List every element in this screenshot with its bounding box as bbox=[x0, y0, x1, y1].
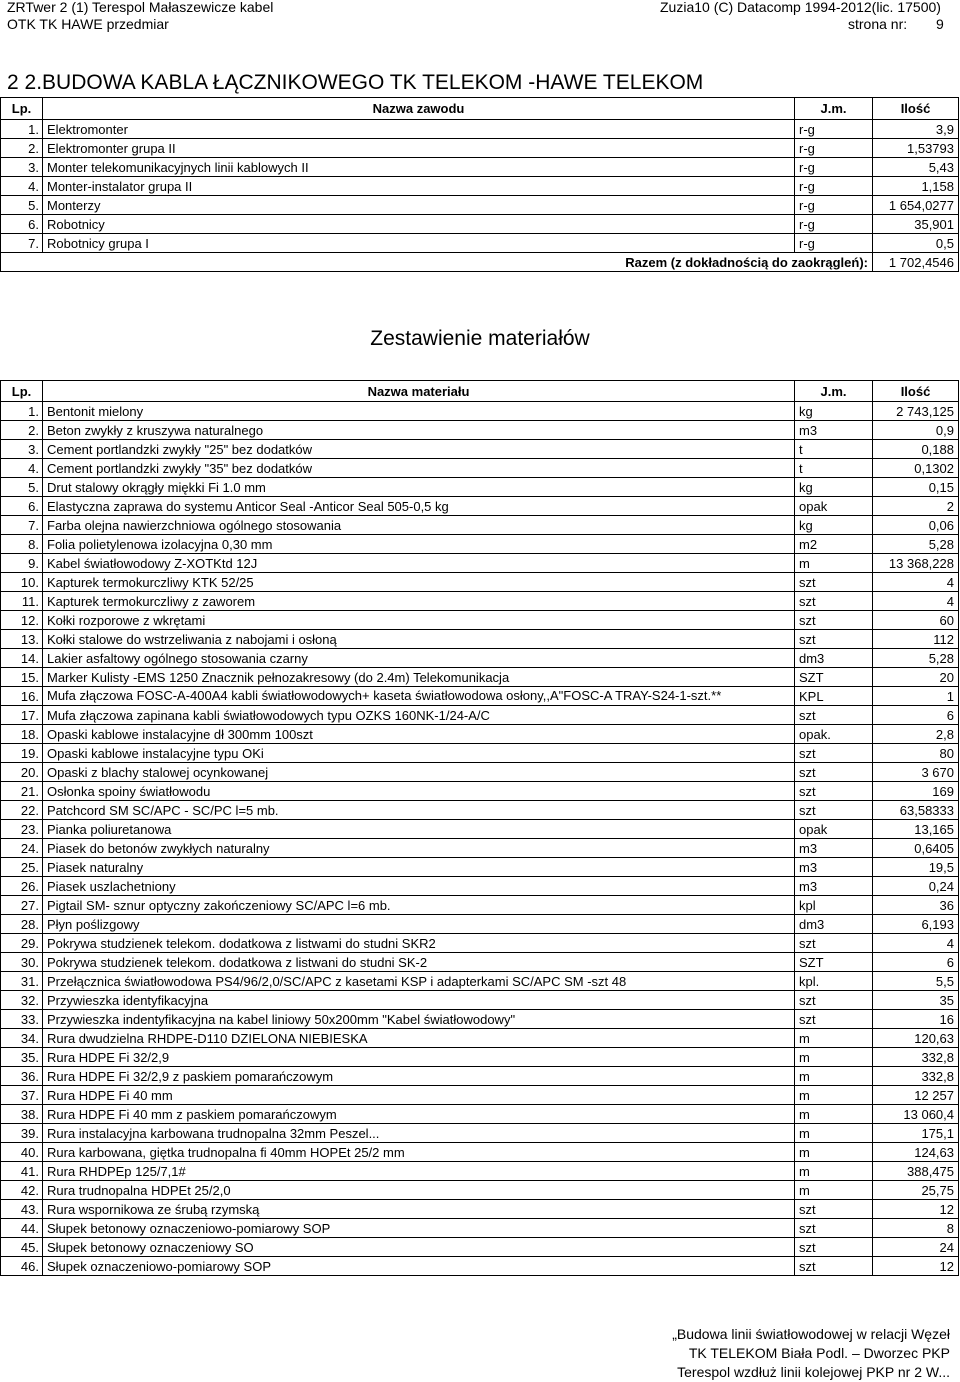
materials-table-header bbox=[1, 381, 959, 402]
table-row bbox=[1, 934, 959, 953]
row-number: 45. bbox=[1, 1238, 43, 1257]
table-row bbox=[1, 1086, 959, 1105]
row-name: Słupek oznaczeniowo-pomiarowy SOP bbox=[43, 1257, 795, 1276]
row-number: 1. bbox=[1, 120, 43, 139]
row-name: Kapturek termokurczliwy KTK 52/25 bbox=[43, 573, 795, 592]
row-name: Kabel światłowodowy Z-XOTKtd 12J bbox=[43, 554, 795, 573]
row-number: 9. bbox=[1, 554, 43, 573]
header-software: Zuzia10 (C) Datacomp 1994-2012(lic. 17500) bbox=[660, 0, 941, 15]
row-quantity: 0,188 bbox=[873, 440, 959, 459]
row-number: 46. bbox=[1, 1257, 43, 1276]
work-table bbox=[0, 97, 959, 272]
table-row bbox=[1, 611, 959, 630]
row-name: Beton zwykły z kruszywa naturalnego bbox=[43, 421, 795, 440]
row-quantity: 13 060,4 bbox=[873, 1105, 959, 1124]
row-unit: opak bbox=[795, 497, 873, 516]
row-name: Rura HDPE Fi 32/2,9 bbox=[43, 1048, 795, 1067]
table-row bbox=[1, 421, 959, 440]
row-unit: SZT bbox=[795, 668, 873, 687]
column-header: Lp. bbox=[1, 381, 43, 402]
row-unit: r-g bbox=[795, 215, 873, 234]
row-quantity: 0,24 bbox=[873, 877, 959, 896]
row-number: 40. bbox=[1, 1143, 43, 1162]
row-quantity: 175,1 bbox=[873, 1124, 959, 1143]
row-unit: m3 bbox=[795, 421, 873, 440]
row-number: 18. bbox=[1, 725, 43, 744]
row-unit: m3 bbox=[795, 839, 873, 858]
row-quantity: 20 bbox=[873, 668, 959, 687]
row-name: Drut stalowy okrągły miękki Fi 1.0 mm bbox=[43, 478, 795, 497]
column-header: Ilość bbox=[873, 98, 959, 120]
row-unit: r-g bbox=[795, 234, 873, 253]
row-name: Bentonit mielony bbox=[43, 402, 795, 421]
row-number: 7. bbox=[1, 516, 43, 535]
row-name: Monter-instalator grupa II bbox=[43, 177, 795, 196]
row-number: 35. bbox=[1, 1048, 43, 1067]
table-row bbox=[1, 196, 959, 215]
row-name: Przełącznica światłowodowa PS4/96/2,0/SC/APC z kasetami KSP i adapterkami SC/APC SM -szt 48 bbox=[43, 972, 795, 991]
row-number: 43. bbox=[1, 1200, 43, 1219]
row-unit: SZT bbox=[795, 953, 873, 972]
table-row bbox=[1, 158, 959, 177]
row-number: 28. bbox=[1, 915, 43, 934]
row-unit: m3 bbox=[795, 877, 873, 896]
row-unit: szt bbox=[795, 630, 873, 649]
row-quantity: 0,1302 bbox=[873, 459, 959, 478]
table-row bbox=[1, 1181, 959, 1200]
table-row bbox=[1, 953, 959, 972]
row-quantity: 6,193 bbox=[873, 915, 959, 934]
table-row bbox=[1, 706, 959, 725]
row-unit: szt bbox=[795, 1219, 873, 1238]
row-number: 2. bbox=[1, 139, 43, 158]
row-quantity: 1,53793 bbox=[873, 139, 959, 158]
row-unit: KPL bbox=[795, 687, 873, 706]
table-row bbox=[1, 592, 959, 611]
row-name: Monterzy bbox=[43, 196, 795, 215]
table-row bbox=[1, 877, 959, 896]
row-name: Pokrywa studzienek telekom. dodatkowa z listwami do studni SKR2 bbox=[43, 934, 795, 953]
row-unit: r-g bbox=[795, 139, 873, 158]
row-unit: kg bbox=[795, 516, 873, 535]
row-number: 38. bbox=[1, 1105, 43, 1124]
row-name: Pigtail SM- sznur optyczny zakończeniowy SC/APC l=6 mb. bbox=[43, 896, 795, 915]
row-quantity: 8 bbox=[873, 1219, 959, 1238]
row-name: Przywieszka identyfikacyjna bbox=[43, 991, 795, 1010]
row-name: Patchcord SM SC/APC - SC/PC l=5 mb. bbox=[43, 801, 795, 820]
table-row bbox=[1, 763, 959, 782]
table-row bbox=[1, 497, 959, 516]
table-row bbox=[1, 459, 959, 478]
row-number: 6. bbox=[1, 215, 43, 234]
header-doc-title: OTK TK HAWE przedmiar bbox=[7, 16, 169, 32]
row-number: 41. bbox=[1, 1162, 43, 1181]
row-quantity: 6 bbox=[873, 706, 959, 725]
row-name: Cement portlandzki zwykły "25" bez dodatków bbox=[43, 440, 795, 459]
row-unit: szt bbox=[795, 1238, 873, 1257]
row-quantity: 112 bbox=[873, 630, 959, 649]
row-number: 32. bbox=[1, 991, 43, 1010]
row-unit: kpl. bbox=[795, 972, 873, 991]
row-quantity: 3 670 bbox=[873, 763, 959, 782]
row-quantity: 12 257 bbox=[873, 1086, 959, 1105]
row-unit: m bbox=[795, 1086, 873, 1105]
table-row bbox=[1, 991, 959, 1010]
table-row bbox=[1, 139, 959, 158]
table-row bbox=[1, 1257, 959, 1276]
row-name: Rura RHDPEp 125/7,1# bbox=[43, 1162, 795, 1181]
row-unit: szt bbox=[795, 1010, 873, 1029]
row-name: Rura dwudzielna RHDPE-D110 DZIELONA NIEBIESKA bbox=[43, 1029, 795, 1048]
row-unit: szt bbox=[795, 801, 873, 820]
row-quantity: 60 bbox=[873, 611, 959, 630]
table-row bbox=[1, 801, 959, 820]
row-number: 31. bbox=[1, 972, 43, 991]
row-unit: m bbox=[795, 1105, 873, 1124]
row-quantity: 12 bbox=[873, 1257, 959, 1276]
row-name: Farba olejna nawierzchniowa ogólnego stosowania bbox=[43, 516, 795, 535]
column-header: J.m. bbox=[795, 98, 873, 120]
row-unit: m bbox=[795, 1029, 873, 1048]
row-unit: m2 bbox=[795, 535, 873, 554]
row-number: 37. bbox=[1, 1086, 43, 1105]
row-number: 30. bbox=[1, 953, 43, 972]
row-quantity: 12 bbox=[873, 1200, 959, 1219]
row-unit: opak. bbox=[795, 725, 873, 744]
row-name: Opaski kablowe instalacyjne dł 300mm 100szt bbox=[43, 725, 795, 744]
row-number: 29. bbox=[1, 934, 43, 953]
table-row bbox=[1, 516, 959, 535]
row-quantity: 80 bbox=[873, 744, 959, 763]
row-number: 20. bbox=[1, 763, 43, 782]
table-row bbox=[1, 1143, 959, 1162]
row-name: Rura HDPE Fi 40 mm bbox=[43, 1086, 795, 1105]
row-unit: szt bbox=[795, 1200, 873, 1219]
row-number: 13. bbox=[1, 630, 43, 649]
row-unit: m bbox=[795, 1181, 873, 1200]
row-quantity: 4 bbox=[873, 934, 959, 953]
row-number: 27. bbox=[1, 896, 43, 915]
section-title: 2 2.BUDOWA KABLA ŁĄCZNIKOWEGO TK TELEKOM -HAWE TELEKOM bbox=[7, 71, 704, 94]
row-unit: m bbox=[795, 1162, 873, 1181]
row-quantity: 36 bbox=[873, 896, 959, 915]
row-quantity: 0,9 bbox=[873, 421, 959, 440]
table-row bbox=[1, 687, 959, 706]
row-number: 44. bbox=[1, 1219, 43, 1238]
row-quantity: 4 bbox=[873, 592, 959, 611]
row-number: 23. bbox=[1, 820, 43, 839]
row-number: 24. bbox=[1, 839, 43, 858]
materials-title: Zestawienie materiałów bbox=[370, 327, 590, 350]
row-quantity: 2 bbox=[873, 497, 959, 516]
row-quantity: 6 bbox=[873, 953, 959, 972]
row-name: Kołki stalowe do wstrzeliwania z nabojami i osłoną bbox=[43, 630, 795, 649]
table-row bbox=[1, 478, 959, 497]
row-number: 4. bbox=[1, 459, 43, 478]
row-number: 12. bbox=[1, 611, 43, 630]
row-unit: t bbox=[795, 459, 873, 478]
table-row bbox=[1, 402, 959, 421]
table-row bbox=[1, 972, 959, 991]
row-quantity: 332,8 bbox=[873, 1067, 959, 1086]
row-name: Elektromonter grupa II bbox=[43, 139, 795, 158]
row-quantity: 0,5 bbox=[873, 234, 959, 253]
row-quantity: 1 bbox=[873, 687, 959, 706]
footer-line: „Budowa linii światłowodowej w relacji Węzeł bbox=[672, 1326, 950, 1342]
row-name: Piasek do betonów zwykłych naturalny bbox=[43, 839, 795, 858]
row-unit: r-g bbox=[795, 177, 873, 196]
row-unit: dm3 bbox=[795, 915, 873, 934]
row-quantity: 13 368,228 bbox=[873, 554, 959, 573]
row-number: 8. bbox=[1, 535, 43, 554]
table-row bbox=[1, 896, 959, 915]
total-row bbox=[1, 253, 959, 272]
row-number: 39. bbox=[1, 1124, 43, 1143]
row-quantity: 332,8 bbox=[873, 1048, 959, 1067]
column-header: Ilość bbox=[873, 381, 959, 402]
row-number: 5. bbox=[1, 196, 43, 215]
row-name: Rura HDPE Fi 40 mm z paskiem pomarańczowym bbox=[43, 1105, 795, 1124]
row-quantity: 16 bbox=[873, 1010, 959, 1029]
row-number: 42. bbox=[1, 1181, 43, 1200]
row-number: 6. bbox=[1, 497, 43, 516]
row-quantity: 120,63 bbox=[873, 1029, 959, 1048]
table-row bbox=[1, 440, 959, 459]
row-number: 21. bbox=[1, 782, 43, 801]
row-quantity: 0,06 bbox=[873, 516, 959, 535]
work-table-header bbox=[1, 98, 959, 120]
row-quantity: 5,43 bbox=[873, 158, 959, 177]
row-unit: m bbox=[795, 1048, 873, 1067]
row-quantity: 1 654,0277 bbox=[873, 196, 959, 215]
row-quantity: 5,28 bbox=[873, 649, 959, 668]
row-number: 1. bbox=[1, 402, 43, 421]
table-row bbox=[1, 573, 959, 592]
row-quantity: 0,6405 bbox=[873, 839, 959, 858]
row-unit: szt bbox=[795, 991, 873, 1010]
table-row bbox=[1, 1162, 959, 1181]
row-number: 26. bbox=[1, 877, 43, 896]
total-label: Razem (z dokładnością do zaokrągleń): bbox=[1, 253, 873, 272]
row-name: Elektromonter bbox=[43, 120, 795, 139]
table-row bbox=[1, 1105, 959, 1124]
table-row bbox=[1, 1010, 959, 1029]
row-unit: m bbox=[795, 1143, 873, 1162]
row-name: Marker Kulisty -EMS 1250 Znacznik pełnozakresowy (do 2.4m) Telekomunikacja bbox=[43, 668, 795, 687]
row-unit: szt bbox=[795, 706, 873, 725]
row-name: Rura HDPE Fi 32/2,9 z paskiem pomarańczowym bbox=[43, 1067, 795, 1086]
row-unit: m bbox=[795, 554, 873, 573]
column-header: J.m. bbox=[795, 381, 873, 402]
table-row bbox=[1, 1029, 959, 1048]
row-name: Cement portlandzki zwykły "35" bez dodatków bbox=[43, 459, 795, 478]
row-number: 3. bbox=[1, 158, 43, 177]
header-file-title: ZRTwer 2 (1) Terespol Małaszewicze kabel bbox=[7, 0, 274, 15]
row-name: Folia polietylenowa izolacyjna 0,30 mm bbox=[43, 535, 795, 554]
row-name: Pokrywa studzienek telekom. dodatkowa z listwani do studni SK-2 bbox=[43, 953, 795, 972]
row-number: 33. bbox=[1, 1010, 43, 1029]
row-quantity: 3,9 bbox=[873, 120, 959, 139]
table-row bbox=[1, 535, 959, 554]
row-quantity: 13,165 bbox=[873, 820, 959, 839]
table-row bbox=[1, 915, 959, 934]
row-number: 7. bbox=[1, 234, 43, 253]
column-header: Nazwa zawodu bbox=[43, 98, 795, 120]
total-value: 1 702,4546 bbox=[873, 253, 959, 272]
row-name: Mufa złączowa FOSC-A-400A4 kabli światłowodowych+ kaseta światłowodowa osłony,,A"FOSC-A TRAY-S24-1-szt.** bbox=[43, 687, 795, 706]
row-quantity: 1,158 bbox=[873, 177, 959, 196]
table-row bbox=[1, 1219, 959, 1238]
footer-line: TK TELEKOM Biała Podl. – Dworzec PKP bbox=[688, 1345, 950, 1361]
row-quantity: 2 743,125 bbox=[873, 402, 959, 421]
row-quantity: 19,5 bbox=[873, 858, 959, 877]
row-number: 34. bbox=[1, 1029, 43, 1048]
row-quantity: 5,5 bbox=[873, 972, 959, 991]
table-row bbox=[1, 554, 959, 573]
row-number: 3. bbox=[1, 440, 43, 459]
row-number: 2. bbox=[1, 421, 43, 440]
table-row bbox=[1, 120, 959, 139]
row-number: 10. bbox=[1, 573, 43, 592]
row-name: Mufa złączowa zapinana kabli światłowodowych typu OZKS 160NK-1/24-A/C bbox=[43, 706, 795, 725]
row-quantity: 4 bbox=[873, 573, 959, 592]
row-unit: kg bbox=[795, 402, 873, 421]
row-unit: szt bbox=[795, 611, 873, 630]
row-name: Opaski z blachy stalowej ocynkowanej bbox=[43, 763, 795, 782]
row-number: 17. bbox=[1, 706, 43, 725]
table-row bbox=[1, 649, 959, 668]
row-quantity: 0,15 bbox=[873, 478, 959, 497]
row-name: Przywieszka indentyfikacyjna na kabel liniowy 50x200mm "Kabel światłowodowy" bbox=[43, 1010, 795, 1029]
row-number: 36. bbox=[1, 1067, 43, 1086]
table-row bbox=[1, 177, 959, 196]
row-number: 15. bbox=[1, 668, 43, 687]
row-unit: t bbox=[795, 440, 873, 459]
row-name: Piasek uszlachetniony bbox=[43, 877, 795, 896]
row-unit: r-g bbox=[795, 158, 873, 177]
table-row bbox=[1, 1048, 959, 1067]
footer-line: Terespol wzdłuż linii kolejowej PKP nr 2 W... bbox=[677, 1364, 950, 1380]
row-name: Robotnicy bbox=[43, 215, 795, 234]
row-number: 16. bbox=[1, 687, 43, 706]
table-row bbox=[1, 839, 959, 858]
row-quantity: 24 bbox=[873, 1238, 959, 1257]
row-quantity: 63,58333 bbox=[873, 801, 959, 820]
table-row bbox=[1, 744, 959, 763]
row-unit: dm3 bbox=[795, 649, 873, 668]
row-name: Elastyczna zaprawa do systemu Anticor Seal -Anticor Seal 505-0,5 kg bbox=[43, 497, 795, 516]
row-unit: m bbox=[795, 1124, 873, 1143]
row-unit: szt bbox=[795, 573, 873, 592]
row-unit: kg bbox=[795, 478, 873, 497]
row-name: Rura karbowana, giętka trudnopalna fi 40mm HOPEt 25/2 mm bbox=[43, 1143, 795, 1162]
row-unit: szt bbox=[795, 763, 873, 782]
row-name: Osłonka spoiny światłowodu bbox=[43, 782, 795, 801]
materials-table bbox=[0, 380, 959, 1276]
row-quantity: 5,28 bbox=[873, 535, 959, 554]
row-name: Piasek naturalny bbox=[43, 858, 795, 877]
row-quantity: 35 bbox=[873, 991, 959, 1010]
row-name: Robotnicy grupa I bbox=[43, 234, 795, 253]
header-page-label: strona nr: bbox=[848, 16, 908, 32]
row-quantity: 169 bbox=[873, 782, 959, 801]
row-number: 19. bbox=[1, 744, 43, 763]
row-unit: opak bbox=[795, 820, 873, 839]
row-unit: szt bbox=[795, 744, 873, 763]
header-page-number: 9 bbox=[936, 16, 944, 32]
table-row bbox=[1, 630, 959, 649]
row-unit: m3 bbox=[795, 858, 873, 877]
row-number: 25. bbox=[1, 858, 43, 877]
row-unit: r-g bbox=[795, 120, 873, 139]
row-name: Monter telekomunikacyjnych linii kablowych II bbox=[43, 158, 795, 177]
table-row bbox=[1, 1238, 959, 1257]
row-name: Opaski kablowe instalacyjne typu OKi bbox=[43, 744, 795, 763]
row-name: Kołki rozporowe z wkrętami bbox=[43, 611, 795, 630]
row-number: 14. bbox=[1, 649, 43, 668]
table-row bbox=[1, 1200, 959, 1219]
row-name: Lakier asfaltowy ogólnego stosowania czarny bbox=[43, 649, 795, 668]
row-quantity: 2,8 bbox=[873, 725, 959, 744]
row-quantity: 124,63 bbox=[873, 1143, 959, 1162]
table-row bbox=[1, 215, 959, 234]
table-row bbox=[1, 234, 959, 253]
row-unit: szt bbox=[795, 934, 873, 953]
row-unit: r-g bbox=[795, 196, 873, 215]
row-unit: szt bbox=[795, 782, 873, 801]
column-header: Lp. bbox=[1, 98, 43, 120]
row-name: Rura trudnopalna HDPEt 25/2,0 bbox=[43, 1181, 795, 1200]
footer-project-title bbox=[672, 1325, 950, 1382]
row-number: 22. bbox=[1, 801, 43, 820]
row-name: Kapturek termokurczliwy z zaworem bbox=[43, 592, 795, 611]
row-number: 5. bbox=[1, 478, 43, 497]
row-unit: szt bbox=[795, 1257, 873, 1276]
row-name: Rura instalacyjna karbowana trudnopalna 32mm Peszel... bbox=[43, 1124, 795, 1143]
table-row bbox=[1, 1124, 959, 1143]
row-quantity: 388,475 bbox=[873, 1162, 959, 1181]
row-quantity: 35,901 bbox=[873, 215, 959, 234]
row-unit: kpl bbox=[795, 896, 873, 915]
row-number: 11. bbox=[1, 592, 43, 611]
table-row bbox=[1, 725, 959, 744]
table-row bbox=[1, 1067, 959, 1086]
row-number: 4. bbox=[1, 177, 43, 196]
table-row bbox=[1, 820, 959, 839]
row-name: Płyn poślizgowy bbox=[43, 915, 795, 934]
table-row bbox=[1, 858, 959, 877]
row-quantity: 25,75 bbox=[873, 1181, 959, 1200]
row-unit: szt bbox=[795, 592, 873, 611]
column-header: Nazwa materiału bbox=[43, 381, 795, 402]
table-row bbox=[1, 668, 959, 687]
row-unit: m bbox=[795, 1067, 873, 1086]
row-name: Pianka poliuretanowa bbox=[43, 820, 795, 839]
row-name: Słupek betonowy oznaczeniowo-pomiarowy SOP bbox=[43, 1219, 795, 1238]
row-name: Słupek betonowy oznaczeniowy SO bbox=[43, 1238, 795, 1257]
table-row bbox=[1, 782, 959, 801]
row-name: Rura wspornikowa ze śrubą rzymską bbox=[43, 1200, 795, 1219]
